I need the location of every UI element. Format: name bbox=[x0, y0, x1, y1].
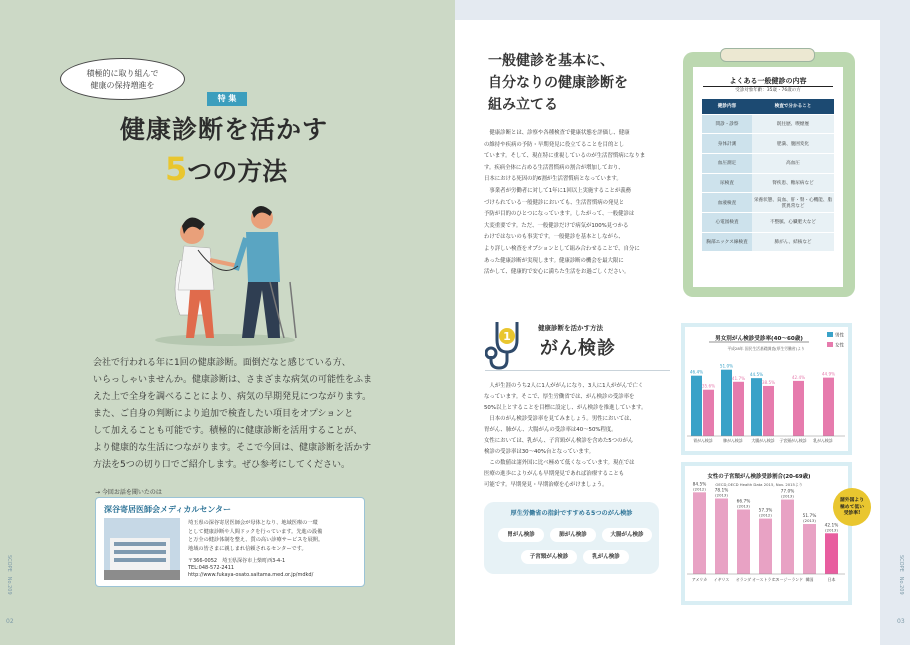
checkup-table bbox=[702, 99, 834, 252]
body-line: 可能です。早期発見・早期治療を心がけましょう。 bbox=[484, 482, 608, 488]
reference-note: → 今回お話を聞いたのは bbox=[95, 489, 162, 496]
lead-line: いらっしゃいませんか。健康診断は、さまざまな病気の可能性をふま bbox=[93, 375, 373, 385]
chart-subtitle: 平成28年 国民生活基礎調査(厚生労働省)より bbox=[727, 346, 805, 351]
bar-value-label: 44.9% bbox=[821, 371, 836, 377]
cancer-box-title: 厚生労働省の指針ですすめる5つのがん検診 bbox=[510, 510, 633, 517]
doctor-patient-illustration bbox=[150, 190, 300, 350]
body-line: この数値は諸外国に比べ極めて低くなっています。現在では bbox=[484, 460, 635, 466]
body-line: より詳しい検査をオプションとして組み合わせることで、自分に bbox=[484, 245, 640, 252]
table-cell: 心電図検査 bbox=[702, 212, 752, 232]
pill-item: 胃がん検診 bbox=[498, 528, 544, 542]
category-label: 胃がん検診 bbox=[693, 438, 713, 443]
category-label: 韓国 bbox=[805, 577, 814, 582]
pill-item: 乳がん検診 bbox=[583, 550, 629, 564]
body-line: づけられている一般健診においても、生活習慣病の発見と bbox=[484, 199, 625, 206]
table-row bbox=[702, 212, 834, 232]
bar-value-label: 51.0% bbox=[719, 363, 734, 369]
bar-value-label: 42.1% bbox=[824, 523, 839, 529]
bar-value-label: 46.4% bbox=[689, 369, 704, 375]
bar-year-label: (2013) bbox=[737, 503, 750, 509]
table-header-row bbox=[702, 99, 834, 114]
bar bbox=[793, 381, 804, 436]
section-heading bbox=[488, 50, 628, 116]
bar bbox=[803, 524, 816, 574]
bubble-line: 健康の保持増進を bbox=[90, 81, 155, 90]
bar bbox=[703, 390, 714, 436]
highlight-badge bbox=[833, 488, 871, 526]
bar-value-label: 66.7% bbox=[736, 499, 751, 505]
page-title: 健康診断を活かす bbox=[120, 115, 329, 144]
body-line: の維持や疾病の予防・早期発見に役立てることを目的とし bbox=[484, 141, 625, 148]
legend-swatch bbox=[827, 332, 833, 337]
clipboard-panel bbox=[683, 52, 855, 297]
table-cell: 胸部エックス線検査 bbox=[702, 232, 752, 252]
category-label: 日本 bbox=[827, 577, 836, 582]
bubble-line: 積極的に取り組んで bbox=[86, 69, 159, 78]
legend-label: 女性 bbox=[835, 343, 844, 349]
ref-desc-line: 地域の皆さまに親しまれ信頼されるセンターです。 bbox=[188, 545, 307, 552]
table-cell: 肺がん、結核など bbox=[752, 232, 834, 252]
category-label: アメリカ bbox=[691, 577, 708, 582]
reference-box bbox=[95, 497, 365, 587]
ref-phone: TEL:048-572-2411 bbox=[188, 565, 235, 571]
table-cell: 血液検査 bbox=[702, 193, 752, 213]
page-number-left: 02 bbox=[6, 618, 14, 625]
section-body bbox=[484, 381, 674, 491]
ref-desc-line: 埼玉県の深谷寄居医師会が母体となり、地域医療の一環 bbox=[188, 520, 318, 526]
ref-address-line: 〒366-0052 埼玉県深谷市上柴町西3-4-1 bbox=[188, 558, 286, 564]
category-label: 肺がん検診 bbox=[723, 438, 743, 443]
category-label: ニュージーランド bbox=[771, 577, 804, 582]
bar-value-label: 38.5% bbox=[761, 379, 776, 385]
table-cell: 腎疾患、糖尿病など bbox=[752, 173, 834, 193]
section-body bbox=[484, 128, 674, 279]
badge-line: 受診率! bbox=[843, 511, 861, 516]
body-line: なっています。そこで、厚生労働省では、がん検診の受診率を bbox=[484, 394, 635, 400]
building-photo bbox=[104, 518, 180, 580]
ref-url-link[interactable]: http://www.fukaya-osato.saitama.med.or.jp/mdkd/ bbox=[188, 572, 314, 578]
body-line: 予防が目的のひとつになっています。したがって、一般健診は bbox=[484, 211, 635, 218]
bar-year-label: (2013) bbox=[803, 518, 816, 524]
body-line: あった健康診断が実現します。健康診断の機会を最大限に bbox=[484, 257, 624, 264]
badge-line: 諸外国より bbox=[840, 498, 864, 503]
bar-year-label: (2013) bbox=[825, 527, 838, 533]
table-cell: 尿検査 bbox=[702, 173, 752, 193]
side-label-left: SCOPE No.209 bbox=[6, 555, 12, 595]
pill-item: 肺がん検診 bbox=[550, 528, 596, 542]
page-title-line2 bbox=[165, 150, 287, 188]
gender-screening-chart bbox=[681, 323, 852, 455]
title-rest: つの方法 bbox=[187, 157, 288, 186]
bar-value-label: 78.1% bbox=[714, 488, 729, 494]
heading-line: 一般健診を基本に、 bbox=[488, 53, 614, 69]
bar bbox=[733, 382, 744, 436]
bar bbox=[691, 376, 702, 436]
table-row bbox=[702, 134, 834, 154]
body-line: ています。そして、現在特に重視しているのが生活習慣病になりま bbox=[484, 153, 646, 160]
body-line: 胃がん、肺がん、大腸がんの受診率は40〜50%程度。 bbox=[484, 427, 617, 433]
table-row bbox=[702, 153, 834, 173]
clipboard-clamp bbox=[720, 48, 815, 62]
table-cell: 血圧測定 bbox=[702, 153, 752, 173]
stethoscope-icon bbox=[485, 318, 530, 370]
table-row bbox=[702, 173, 834, 193]
lead-paragraph bbox=[93, 355, 413, 474]
bar-value-label: 51.7% bbox=[802, 514, 817, 520]
table-cell: 既往歴、喫煙歴 bbox=[752, 114, 834, 134]
legend-swatch bbox=[827, 342, 833, 347]
category-label: 乳がん検診 bbox=[813, 438, 833, 443]
table-row bbox=[702, 232, 834, 252]
side-label-right: SCOPE No.209 bbox=[898, 555, 904, 595]
bar bbox=[715, 499, 728, 574]
category-label: 大腸がん検診 bbox=[751, 438, 775, 443]
bar-value-label: 57.3% bbox=[758, 508, 773, 514]
bar-year-label: (2012) bbox=[693, 486, 706, 492]
bar-value-label: 44.5% bbox=[749, 372, 764, 378]
category-label: オーストラリア bbox=[751, 577, 780, 582]
reference-address bbox=[188, 558, 313, 579]
ref-desc-line: として健康診断や人間ドックを行っています。先進の設備 bbox=[188, 528, 323, 535]
table-cell: 不整脈、心臓肥大など bbox=[752, 212, 834, 232]
bar bbox=[751, 378, 762, 436]
body-line: 健康診断とは、診察や各種検査で健康状態を評価し、健康 bbox=[484, 130, 630, 136]
page-number-right: 03 bbox=[897, 618, 905, 625]
table-cell: 問診・診察 bbox=[702, 114, 752, 134]
bar bbox=[693, 492, 706, 574]
lead-line: 方法を5つの切り口でご紹介します。ぜひ参考にしてください。 bbox=[93, 460, 351, 470]
badge-line: 極めて低い bbox=[840, 504, 864, 510]
clipboard-title: よくある一般健診の内容 bbox=[703, 76, 833, 87]
bar bbox=[759, 519, 772, 574]
reference-description bbox=[188, 519, 358, 553]
lead-line: 会社で行われる年に1回の健康診断。面倒だなと感じている方、 bbox=[93, 358, 351, 368]
bar-year-label: (2013) bbox=[715, 492, 728, 498]
body-line: 医療の進歩によりがんも早期発見であれば治療することも bbox=[484, 471, 625, 477]
pill-item: 大腸がん検診 bbox=[602, 528, 652, 542]
bar bbox=[763, 386, 774, 436]
table-cell: 高血圧 bbox=[752, 153, 834, 173]
lead-line: して加えることも可能です。積極的に健康診断を活用することが、 bbox=[93, 426, 363, 436]
body-line: 検診の受診率は30〜40%台となっています。 bbox=[484, 449, 595, 455]
section-number: 1 bbox=[503, 330, 511, 343]
bar-value-label: 42.4% bbox=[791, 374, 806, 380]
table-header: 健診内容 bbox=[702, 99, 752, 114]
divider bbox=[485, 370, 670, 371]
bar-value-label: 35.6% bbox=[701, 383, 716, 389]
body-line: 活かして、健康的で安心に満ちた生活をお過ごしください。 bbox=[484, 269, 630, 276]
category-label: オランダ bbox=[735, 577, 752, 582]
section-title: がん検診 bbox=[540, 338, 616, 359]
bar-value-label: 77.0% bbox=[780, 489, 795, 495]
category-label: イギリス bbox=[713, 577, 730, 582]
bar bbox=[721, 370, 732, 436]
bar-year-label: (2013) bbox=[781, 493, 794, 499]
table-cell: 身体計測 bbox=[702, 134, 752, 154]
table-cell: 栄養状態、貧血、肝・腎・心機能、脂質異常など bbox=[752, 193, 834, 213]
cervical-screening-chart bbox=[681, 462, 852, 605]
body-line: す。疾病全体に占める生活習慣病の割合が増加しており、 bbox=[484, 164, 624, 171]
body-line: 事業者が労働者に対して1年に1回以上実施することが義務 bbox=[484, 187, 632, 194]
ref-desc-line: と万全の健診体制を整え、質の高い診療サービスを展開。 bbox=[188, 537, 324, 543]
bar-year-label: (2012) bbox=[759, 512, 772, 518]
table-cell: 肥満、腹囲変化 bbox=[752, 134, 834, 154]
body-line: 日本のがん検診受診率を見てみましょう。男性においては、 bbox=[484, 416, 635, 422]
title-number: 5 bbox=[165, 150, 188, 188]
body-line: 大変重要です。ただ、一般健診だけで病気が100%見つかる bbox=[484, 222, 629, 229]
bar bbox=[737, 510, 750, 574]
reference-name: 深谷寄居医師会メディカルセンター bbox=[104, 505, 232, 514]
chart-subtitle: OECD,OECD Health Data 2015, Nov. 2015より bbox=[715, 482, 803, 487]
table-header: 検査で分かること bbox=[752, 99, 834, 114]
category-label: 子宮頸がん検診 bbox=[779, 438, 807, 443]
table-row bbox=[702, 193, 834, 213]
body-line: 日本における死因の約6割が生活習慣病となっています。 bbox=[484, 176, 622, 183]
feature-tag: 特 集 bbox=[207, 92, 247, 106]
body-line: わけではないのも事実です。一般健診を基本としながら、 bbox=[484, 234, 624, 241]
lead-line: えた上で全身を調べることにより、病気の早期発見につながります。 bbox=[93, 392, 372, 402]
legend-label: 男性 bbox=[835, 333, 844, 339]
clipboard-subtitle: 受診対象年齢：35歳・76歳の方 bbox=[735, 88, 801, 93]
pill-item: 子宮頸がん検診 bbox=[521, 550, 577, 564]
chart-title: 男女別がん検診受診率(40〜60歳) bbox=[715, 336, 803, 342]
heading-line: 組み立てる bbox=[488, 97, 558, 113]
lead-line: より健康的な生活につながります。そこで今回は、健康診断を活かす bbox=[93, 443, 372, 453]
speech-bubble bbox=[60, 58, 185, 100]
bar bbox=[823, 378, 834, 436]
bar-value-label: 84.5% bbox=[692, 482, 707, 488]
lead-line: また、ご自身の判断により追加で検査したい項目をオプションと bbox=[93, 409, 354, 419]
body-line: 女性においては、乳がん、子宮頸がん検診を含めた5つのがん bbox=[484, 438, 634, 444]
heading-line: 自分なりの健康診断を bbox=[488, 75, 628, 91]
section-tag: 健康診断を活かす方法 bbox=[538, 324, 603, 332]
body-line: 50%以上とすることを目標に設定し、がん検診を推進しています。 bbox=[484, 405, 647, 411]
table-row bbox=[702, 114, 834, 134]
bar bbox=[781, 500, 794, 574]
bar bbox=[825, 533, 838, 574]
body-line: 人が生涯のうち2人に1人ががんになり、3人に1人ががんで亡く bbox=[484, 383, 644, 389]
chart-title: 女性の子宮頸がん検診受診割合(20-69歳) bbox=[707, 474, 811, 480]
bar-value-label: 41.7% bbox=[731, 375, 746, 381]
